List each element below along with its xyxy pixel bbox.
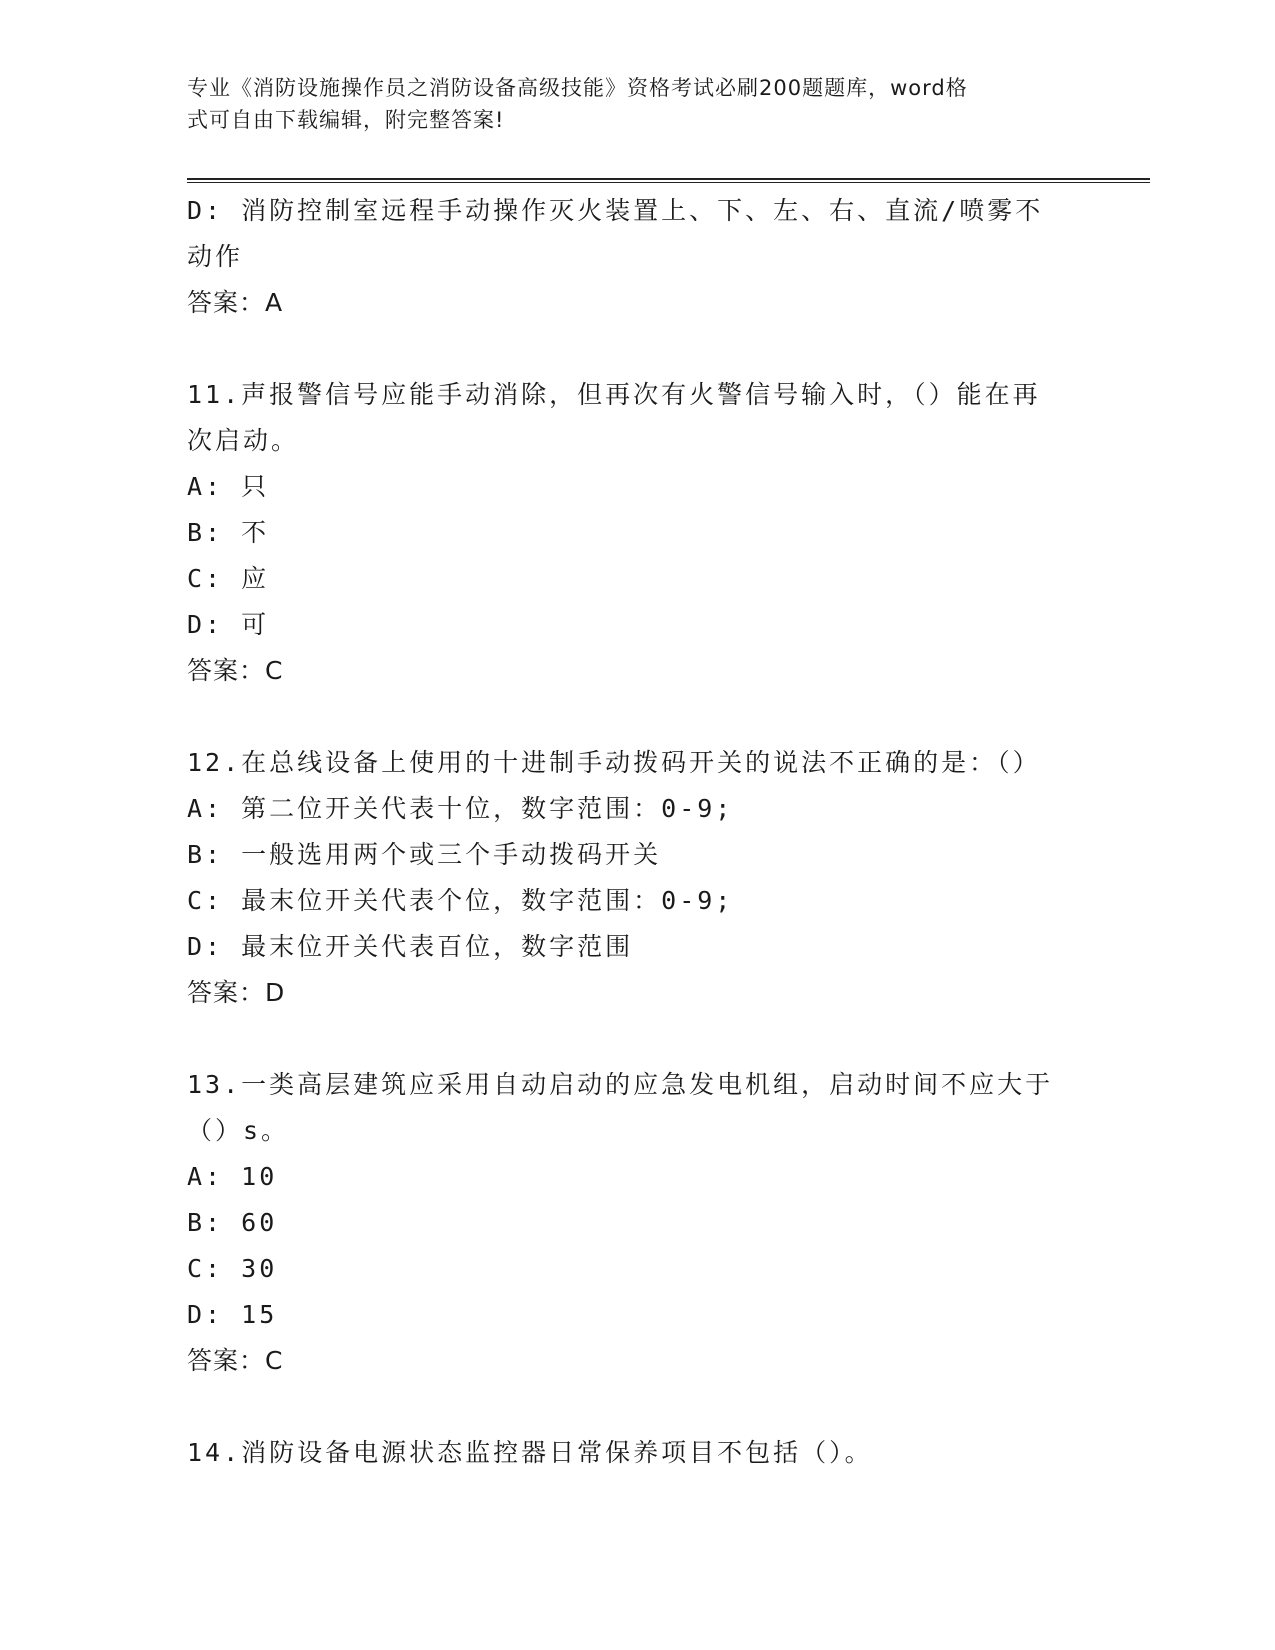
option-b: B: 不 xyxy=(187,518,270,547)
question-12 xyxy=(187,740,1067,1016)
question-stem: 13.一类高层建筑应采用自动启动的应急发电机组，启动时间不应大于 xyxy=(187,1070,1054,1099)
option-a: A: 第二位开关代表十位，数字范围：0-9; xyxy=(187,794,734,823)
question-stem: 12.在总线设备上使用的十进制手动拨码开关的说法不正确的是：（） xyxy=(187,748,1041,777)
answer: 答案：D xyxy=(187,978,286,1007)
header-line-1: 专业《消防设施操作员之消防设备高级技能》资格考试必刷200题题库，word格 xyxy=(187,76,968,100)
header-line-2: 式可自由下载编辑，附完整答案! xyxy=(187,108,505,132)
option-c: C: 应 xyxy=(187,564,270,593)
answer: 答案：C xyxy=(187,656,284,685)
option-d: D: 最末位开关代表百位，数字范围 xyxy=(187,932,634,961)
option-a: A: 10 xyxy=(187,1162,278,1191)
option-a: A: 只 xyxy=(187,472,270,501)
option-d: D: 可 xyxy=(187,610,270,639)
option-b: B: 60 xyxy=(187,1208,278,1237)
option-c: C: 最末位开关代表个位，数字范围：0-9; xyxy=(187,886,734,915)
option-d: D: 15 xyxy=(187,1300,278,1329)
header-divider-thin xyxy=(187,182,1150,183)
question-stem-continued: 次启动。 xyxy=(187,426,300,455)
document-header xyxy=(187,72,1067,136)
question-13 xyxy=(187,1062,1067,1384)
question-stem-continued: （）s。 xyxy=(187,1116,290,1145)
answer: 答案：C xyxy=(187,1346,284,1375)
question-11 xyxy=(187,372,1067,694)
answer: 答案：A xyxy=(187,288,284,317)
option-d-continued: 动作 xyxy=(187,242,244,271)
question-stem: 11.声报警信号应能手动消除，但再次有火警信号输入时，（）能在再 xyxy=(187,380,1041,409)
header-divider xyxy=(187,178,1150,180)
option-b: B: 一般选用两个或三个手动拨码开关 xyxy=(187,840,662,869)
question-14 xyxy=(187,1430,1067,1476)
option-c: C: 30 xyxy=(187,1254,278,1283)
question-content xyxy=(187,188,1067,1476)
question-stem: 14.消防设备电源状态监控器日常保养项目不包括（）。 xyxy=(187,1438,873,1467)
option-d: D: 消防控制室远程手动操作灭火装置上、下、左、右、直流/喷雾不 xyxy=(187,196,1044,225)
question-10-tail xyxy=(187,188,1067,326)
